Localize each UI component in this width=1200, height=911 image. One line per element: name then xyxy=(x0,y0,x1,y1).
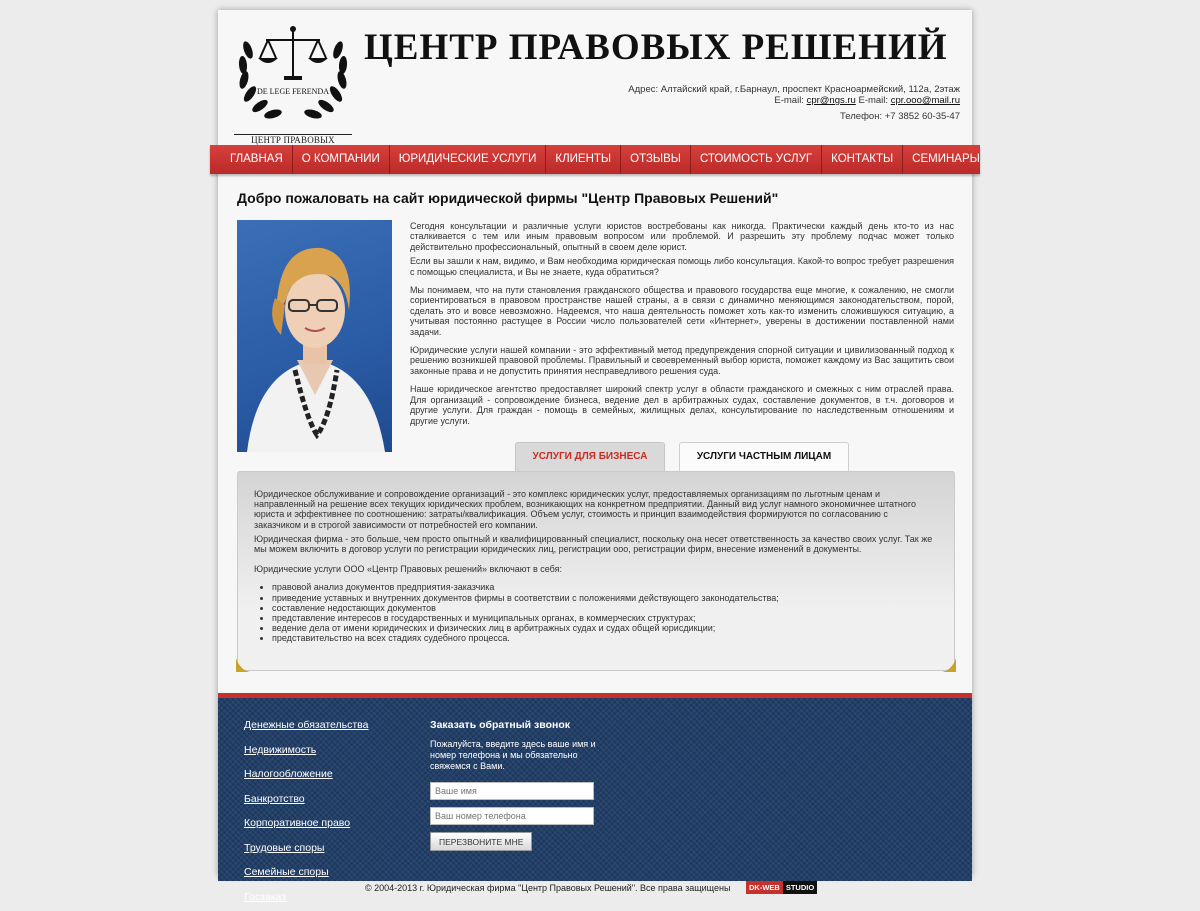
logo-caption: ЦЕНТР ПРАВОВЫХ xyxy=(234,134,352,155)
phone-text: Телефон: +7 3852 60-35-47 xyxy=(840,111,960,122)
footer-link-family[interactable]: Семейные споры xyxy=(244,866,329,878)
list-item: • представительство на всех стадиях судебного процесса. xyxy=(272,633,934,643)
callback-description: Пожалуйста, введите здесь ваше имя и номер телефона и мы обязательно свяжемся с Вами. xyxy=(430,739,596,771)
list-item: • ведение дела от имени юридических и физических лиц в арбитражных судах и судах общей юрисдикции; xyxy=(272,623,934,633)
intro-paragraph: Наше юридическое агентство предоставляет широкий спектр услуг в области гражданского и смежных с ним отраслей права. Для организаций - сопровождение бизнеса, ведение дел в арбитражных судах, составление документов, в т.ч. договоров и другие услуги. Для граждан - помощь в семейных, жилищных делах, консультирование по наследственным отношениям и другие услуги. xyxy=(410,384,954,426)
studio-badge-left: DK-WEB xyxy=(746,881,783,894)
footer-link-labor[interactable]: Трудовые споры xyxy=(244,841,325,854)
scales-wreath-icon xyxy=(234,20,352,132)
main-nav xyxy=(210,145,980,174)
copyright-text: © 2004-2013 г. Юридическая фирма "Центр Правовых Решений". Все права защищены xyxy=(365,883,731,893)
list-item: • представление интересов в государственных и муниципальных органах, в коммерческих структурах; xyxy=(272,613,934,623)
lawyer-photo xyxy=(237,220,392,452)
footer-link-taxation[interactable]: Налогообложение xyxy=(244,768,333,780)
tab-business-services[interactable]: УСЛУГИ ДЛЯ БИЗНЕСА xyxy=(515,442,665,471)
tab-private-services[interactable]: УСЛУГИ ЧАСТНЫМ ЛИЦАМ xyxy=(679,442,849,471)
callback-title: Заказать обратный звонок xyxy=(430,719,571,731)
intro-paragraph: Мы понимаем, что на пути становления гражданского общества и правового государства еще многие, к сожалению, не смогли сориентироваться в правовом пространстве нашей страны, а в связи с динамично меняющимся законодательством, порой, сделать это и вовсе невозможно. Надеемся, что наша деятельность поможет хоть как-то изменить сложившуюся ситуацию, а учитывая постоянно растущее в России число пользователей сети «Интернет», уверены в достижении поставленной нами задачи. xyxy=(410,285,954,337)
panel-paragraph: Юридическая фирма - это больше, чем просто опытный и квалифицированный специалист, поскольку она несет ответственность за качество своих услуг. Так же мы можем включить в договор услуги по регистрации юридических лиц, регистрации ооо, регистрации фирм, внесение изменений в документы. xyxy=(254,533,933,555)
footer-link-procurement[interactable]: Госзаказ xyxy=(244,890,287,903)
phone-input[interactable] xyxy=(430,807,594,825)
panel-paragraph: Юридическое обслуживание и сопровождение организаций - это комплекс юридических услуг, предоставляемых организациям по льготным ценам и направленный на решение всех текущих юридических проблем, возникающих на конкретном предприятии. Данный вид услуг намного экономичнее штатного юриста и эффективнее по соотношению: затраты/квалификация. Объем услуг, стоимость и принцип взаимодействия формируются по согласованию с заказчиком и в строгой зависимости от потребностей его компании. xyxy=(254,489,916,530)
panel-paragraph: Юридические услуги ООО «Центр Правовых решений» включают в себя: xyxy=(254,564,562,575)
footer-links xyxy=(244,715,368,911)
site-title: ЦЕНТР ПРАВОВЫХ РЕШЕНИЙ xyxy=(364,27,948,68)
nav-item-about[interactable]: О КОМПАНИИ xyxy=(293,145,390,174)
logo-motto: DE LEGE FERENDA xyxy=(257,87,329,96)
person-portrait-icon xyxy=(237,220,392,452)
email-label: E-mail: xyxy=(774,95,804,106)
nav-item-legal-services[interactable]: ЮРИДИЧЕСКИЕ УСЛУГИ xyxy=(390,145,547,174)
corner-ornament-icon xyxy=(236,658,250,672)
list-item: • составление недостающих документов xyxy=(272,603,934,613)
panel-content xyxy=(254,489,934,644)
footer-link-bankruptcy[interactable]: Банкротство xyxy=(244,792,305,805)
services-list xyxy=(254,582,934,643)
nav-item-prices[interactable]: СТОИМОСТЬ УСЛУГ xyxy=(691,145,822,174)
nav-item-home[interactable]: ГЛАВНАЯ xyxy=(210,145,293,174)
email-link-mail[interactable]: cpr.ooo@mail.ru xyxy=(890,95,960,106)
list-item: • приведение уставных и внутренних документов фирмы в соответствии с положениями действующего законодательства; xyxy=(272,593,934,603)
list-item: • правовой анализ документов предприятия-заказчика xyxy=(272,582,934,592)
footer-link-realty[interactable]: Недвижимость xyxy=(244,743,317,756)
intro-paragraph: Если вы зашли к нам, видимо, и Вам необходима юридическая помощь либо консультация. Какой-то вопрос требует разрешения с помощью специалиста, и Вы не знаете, куда обратиться? xyxy=(410,256,954,277)
email-label: E-mail: xyxy=(858,95,889,106)
email-line xyxy=(628,95,960,106)
intro-paragraph: Сегодня консультации и различные услуги юристов востребованы как никогда. Практически каждый день кто-то из нас сталкивается с тем или иным правовым вопросом или проблемой. И разрешить эту проблему подчас может только действительно профессиональный, опытный в своем деле юрист. xyxy=(410,221,954,252)
nav-item-contacts[interactable]: КОНТАКТЫ xyxy=(822,145,903,174)
intro-paragraph: Юридические услуги нашей компании - это эффективный метод предупреждения спорной ситуации и цивилизованный подход к решению возникшей правовой проблемы. Правильный и своевременный выбор юриста, поможет каждому из Вас защитить свои законные права и не допустить принятия несправедливого решения суда. xyxy=(410,345,954,376)
intro-text xyxy=(410,221,954,434)
nav-item-reviews[interactable]: ОТЗЫВЫ xyxy=(621,145,691,174)
corner-ornament-icon xyxy=(942,658,956,672)
nav-item-seminars[interactable]: СЕМИНАРЫ xyxy=(912,153,980,165)
logo[interactable] xyxy=(234,20,346,144)
studio-badge[interactable] xyxy=(746,881,817,894)
nav-item-clients[interactable]: КЛИЕНТЫ xyxy=(546,145,621,174)
services-panel xyxy=(237,471,955,671)
footer-link-monetary[interactable]: Денежные обязательства xyxy=(244,719,369,731)
page-title: Добро пожаловать на сайт юридической фирмы "Центр Правовых Решений" xyxy=(237,190,779,206)
name-input[interactable] xyxy=(430,782,594,800)
address-text: Адрес: Алтайский край, г.Барнаул, проспект Красноармейский, 112а, 2этаж xyxy=(628,84,960,95)
email-link-ngs[interactable]: cpr@ngs.ru xyxy=(806,95,856,106)
contact-info xyxy=(628,84,960,122)
studio-badge-right: STUDIO xyxy=(783,881,817,894)
callback-form xyxy=(430,719,605,851)
callback-button[interactable]: ПЕРЕЗВОНИТЕ МНЕ xyxy=(430,832,532,851)
footer-link-corporate[interactable]: Корпоративное право xyxy=(244,817,351,829)
